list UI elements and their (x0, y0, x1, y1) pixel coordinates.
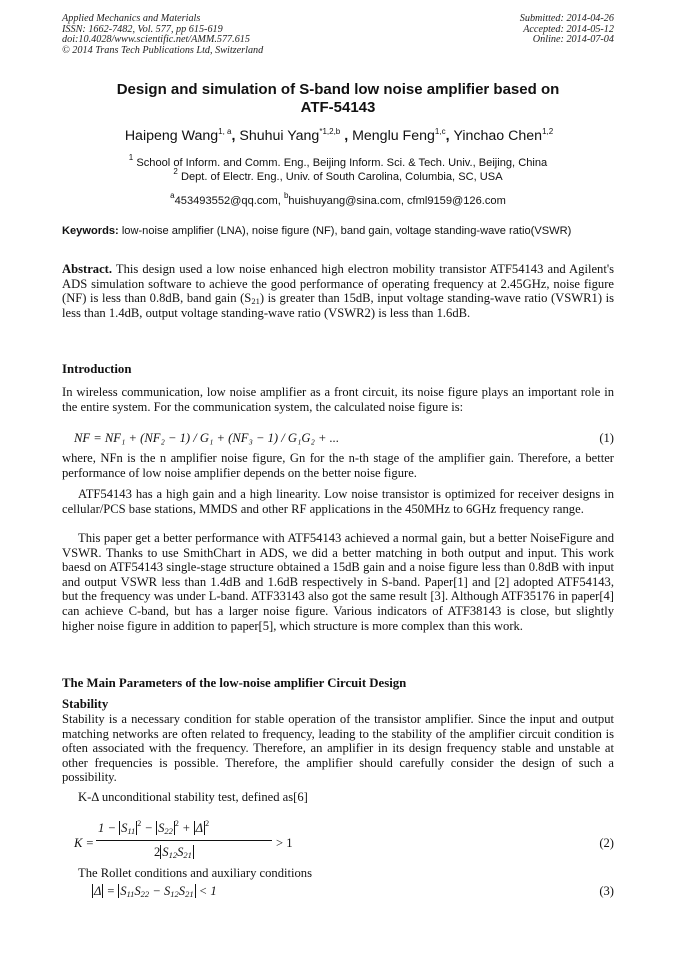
equation-3-number: (3) (599, 884, 614, 898)
rollet-conditions-line (62, 866, 614, 881)
paragraph-text: ATF54143 has a high gain and a high linearity. Low noise transistor is optimized for receiver designs in cellular/PCS base stations, MMDS and other RF applications in the 450MHz to 6GHz frequency range. (62, 487, 614, 516)
author-affil-mark: *1,2,b (319, 127, 341, 136)
abstract-text-cont: ) is greater than 15dB, input voltage standing-wave ratio (VSWR1) is less than 1.4dB, output voltage standing-wave ratio (VSWR2) is less than 1.6dB. (62, 291, 614, 320)
paragraph-text: The Rollet conditions and auxiliary conditions (78, 866, 312, 880)
journal-issn: ISSN: 1662-7482, Vol. 577, pp 615-619 (62, 23, 223, 35)
equation-2-numerator: $1 - S_{11}^2 - S_{22}^2 + \Delta$ $^2$ (98, 819, 210, 836)
author-affil-mark: 1,c (434, 127, 446, 136)
intro-paragraph-2: where, NFn is the n amplifier noise figure, Gn for the n-th stage of the amplifier gain. Therefore, a better performance of low noise amplifier depends on the better noise figure. (62, 451, 614, 480)
abstract (62, 262, 614, 320)
subsection-heading: Stability (62, 697, 109, 711)
author-emails (62, 191, 614, 208)
equation-2-rhs: > 1 (276, 836, 293, 850)
title-line-2: ATF-54143 (300, 99, 376, 116)
affil-text: Dept. of Electr. Eng., Univ. of South Carolina, Columbia, SC, USA (180, 171, 503, 183)
author-list: Haipeng Wang$^{1, a}$, Shuhui Yang$^{*1,2,b}$ , Menglu Feng$^{1,c}$, Yinchao Chen$^{1,2}$ (124, 127, 554, 144)
author-name: Shuhui Yang (239, 128, 320, 144)
paragraph-text: K-Δ unconditional stability test, defined as[6] (78, 790, 308, 804)
section-heading: The Main Parameters of the low-noise amplifier Circuit Design (62, 676, 407, 690)
email-text: huishuyang@sina.com, cfml9159@126.com (288, 195, 506, 207)
journal-copyright: © 2014 Trans Tech Publications Ltd, Switzerland (62, 44, 264, 56)
equation-3 (62, 884, 614, 899)
online-date: Online: 2014-07-04 (532, 34, 614, 46)
email-mark: a (170, 191, 175, 200)
journal-doi: doi:10.4028/www.scientific.net/AMM.577.615 (62, 34, 250, 46)
author-affil-mark: 1, a (218, 127, 232, 136)
submission-dates (520, 14, 614, 46)
equation-2-denominator: 2 $S_{12}S_{21}$ (154, 845, 192, 860)
intro-paragraph-1: In wireless communication, low noise amplifier as a front circuit, its noise figure plays an important role in the entire system. For the communication system, the calculated noise figure is: (62, 385, 614, 414)
affiliation-2 (62, 167, 614, 184)
keywords (62, 224, 614, 238)
equation-3-body: $\Delta = S_{11}S_{22} - S_{12}S_{21} < 1$ (94, 884, 217, 899)
affil-mark: 1 (128, 153, 134, 162)
affil-text: School of Inform. and Comm. Eng., Beijing Inform. Sci. & Tech. Univ., Beijing, China (136, 157, 548, 169)
intro-heading: Introduction (62, 362, 132, 376)
equation-2 (62, 818, 614, 868)
intro-paragraph-3 (62, 487, 614, 516)
author-name: Haipeng Wang (124, 128, 219, 144)
abstract-label: Abstract. (62, 262, 113, 276)
affiliation-1 (62, 153, 614, 170)
stability-paragraph: Stability is a necessary condition for stable operation of the transistor amplifier. Since the input and output matching networks are often related to frequency, leading to the stability of the amplifier circuit condition is often associated with the frequency. Therefore, an amplifier in its design frequency stable and unstable at other frequencies is possible. Therefore, the amplifier should carefully consider the design of such a possibility. (62, 712, 614, 785)
author-name: Menglu Feng (352, 128, 435, 144)
journal-name: Applied Mechanics and Materials (62, 13, 201, 24)
equation-2-lhs: K = (74, 836, 95, 850)
equation-1 (62, 431, 614, 446)
abstract-subscript: 21 (251, 296, 260, 307)
equation-1-number: (1) (599, 431, 614, 445)
fraction-bar (96, 840, 272, 841)
email-text: 453493552@qq.com, (174, 195, 284, 207)
paragraph-text: This paper get a better performance with ATF54143 achieved a normal gain, but a better NoiseFigure and VSWR. Thanks to use SmithChart in ADS, we did a better matching in both output and input. This work baesd on ATF54143 single-stage structure obtained a 15dB gain and a noise figure less than 0.8dB with input and output VSWR less than 1.4dB and 1.6dB respectively in S-band. Paper[1] and [2] adopted ATF54143, but the frequency was under L-band. ATF33143 also got the same result [3]. Although ATF35176 in paper[4] can achieve C-band, but has a larger noise figure. Various indicators of ATF38143 is close, but slightly higher noise figure in addition to paper[5], which structure is more complex than this work. (62, 531, 614, 633)
author-affil-mark: 1,2 (542, 127, 554, 136)
keywords-text: low-noise amplifier (LNA), noise figure (NF), band gain, voltage standing-wave ratio(VSWR) (121, 225, 572, 237)
keywords-label: Keywords: (62, 225, 119, 237)
equation-1-body: NF = NF₁ + (NF₂ − 1) / G₁ + (NF₃ − 1) / G₁G₂ + ... (74, 431, 340, 445)
affil-mark: 2 (173, 167, 178, 176)
accepted-date: Accepted: 2014-05-12 (523, 23, 614, 35)
intro-paragraph-4 (62, 531, 614, 633)
title-line-1: Design and simulation of S-band low noise amplifier based on (116, 81, 560, 98)
abstract-text: This design used a low noise enhanced high electron mobility transistor ATF54143 and Agilent's ADS simulation software to achieve the good performance of operating frequency at 2.45GHz, noise figure (NF) is less than 0.8dB, band gain (S (62, 262, 614, 306)
author-name: Yinchao Chen (453, 128, 543, 144)
paper-title (62, 81, 614, 117)
stability-test-line (62, 790, 614, 805)
submitted-date: Submitted: 2014-04-26 (519, 13, 614, 24)
equation-2-number: (2) (599, 836, 614, 850)
email-mark: b (283, 191, 289, 200)
journal-info (62, 14, 263, 56)
